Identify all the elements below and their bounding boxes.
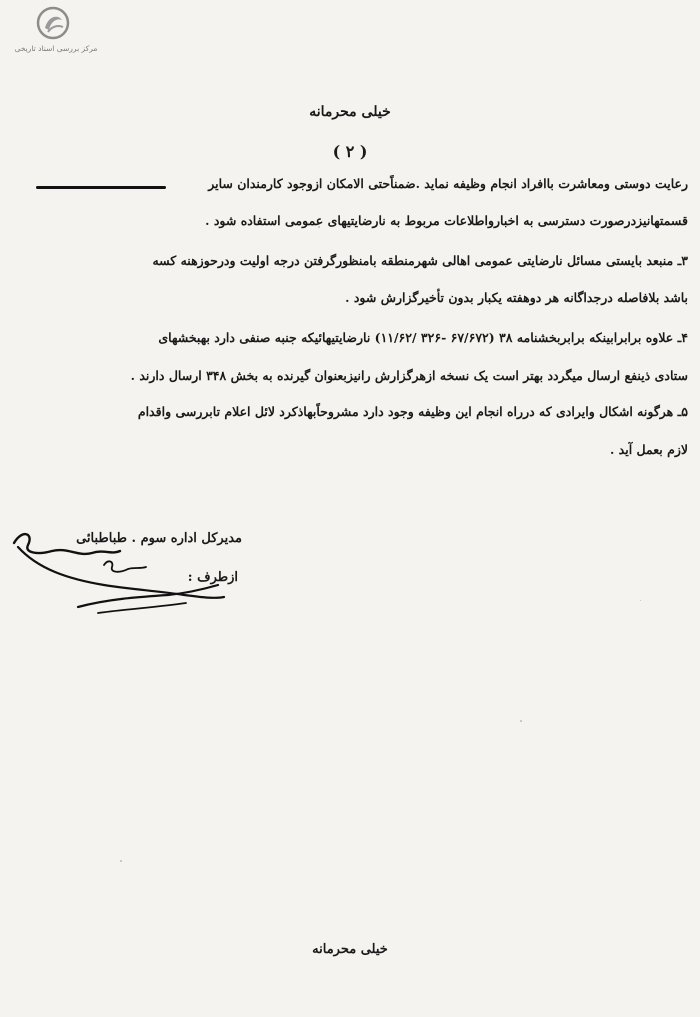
archive-logo-icon — [36, 6, 70, 40]
body-line: ۴ـ علاوه برابرابینکه برابربخشنامه ۳۸ (۶۷/۶۷۲ -۳۲۶ /۱۱/۶۲) نارضایتیهائیکه جنبه صنفی دارد بهبخشهای — [158, 330, 688, 345]
body-line: ستادی ذینفع ارسال میگردد بهتر است یک نسخه ازهرگزارش رانیزبعنوان گیرنده به بخش ۳۴۸ ارسال دارند . — [130, 368, 688, 383]
body-line: لازم بعمل آید . — [609, 442, 688, 457]
page-number: ( ۲ ) — [332, 142, 368, 161]
scan-speck — [640, 600, 641, 601]
body-line: ۵ـ هرگونه اشکال وایرادی که درراه انجام این وظیفه وجود دارد مشروحاًبهاذکرد لائل اعلام تابررسی واقدام — [137, 404, 688, 419]
body-line: ۳ـ منبعد بایستی مسائل نارضایتی عمومی اهالی شهرمنطقه بامنظورگرفتن درجه اولیت ودرحوزهنه کسه — [152, 253, 688, 268]
body-line: رعایت دوستی ومعاشرت باافراد انجام وظیفه نماید .ضمناًحتی الامکان ازوجود کارمندان سایر — [208, 176, 688, 191]
watermark-text: مرکز بررسی اسناد تاریخی — [14, 44, 98, 53]
archive-watermark — [6, 6, 106, 56]
scan-speck — [120, 860, 122, 862]
body-line: باشد بلافاصله درجداگانه هر دوهفته یکبار بدون تأخیرگزارش شود . — [345, 290, 688, 305]
signatory-title: مدیرکل اداره سوم . طباطبائی — [76, 531, 242, 546]
body-line: قسمتهانیزدرصورت دسترسی به اخبارواطلاعات مربوط به نارضایتیهای عمومی استفاده شود . — [205, 213, 688, 228]
classification-header: خیلی محرمانه — [309, 104, 391, 120]
handwritten-underline — [36, 186, 166, 189]
classification-footer: خیلی محرمانه — [312, 942, 388, 957]
scan-speck — [520, 720, 522, 722]
signatory-on-behalf: ازطرف : — [187, 570, 238, 585]
handwritten-signature — [8, 525, 238, 625]
